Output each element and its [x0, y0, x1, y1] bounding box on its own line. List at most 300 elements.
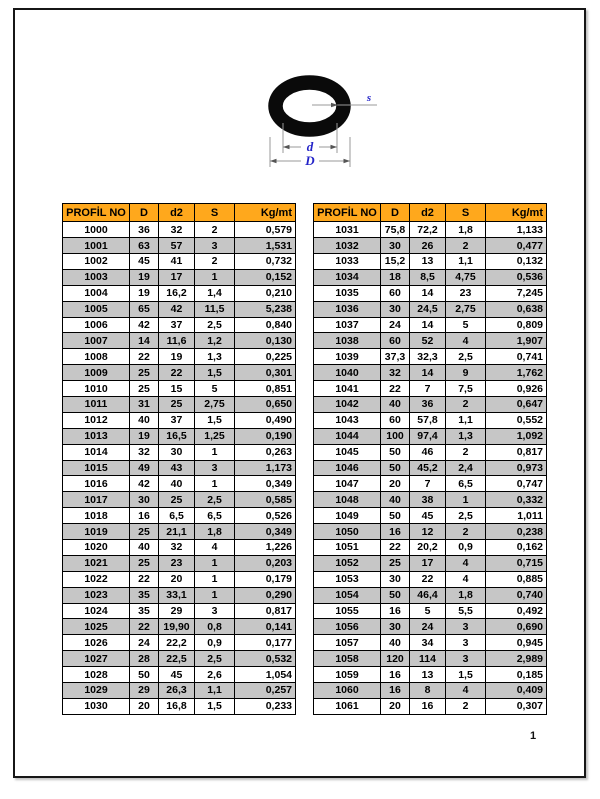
table-row	[63, 301, 295, 317]
table-cell: 19	[158, 349, 194, 364]
table-cell: 1	[194, 445, 234, 460]
table-cell: 1034	[335, 271, 359, 284]
table-row	[63, 634, 295, 650]
table-cell: 20	[129, 699, 158, 714]
table-cell: 4	[445, 333, 485, 348]
table-cell: 63	[129, 238, 158, 253]
table-cell: 0,9	[194, 635, 234, 650]
table-cell: 1061	[335, 700, 359, 713]
table-row	[63, 475, 295, 491]
table-cell: 15	[158, 381, 194, 396]
table-cell: 1,173	[234, 461, 295, 476]
table-cell: 37	[158, 413, 194, 428]
table-cell: 2	[445, 238, 485, 253]
table-row	[314, 571, 546, 587]
table-row	[314, 285, 546, 301]
table-cell: 24	[409, 619, 445, 634]
table-cell: 1,1	[445, 413, 485, 428]
table-cell: 0,885	[485, 572, 546, 587]
table-row	[63, 317, 295, 333]
table-cell: 0,945	[485, 635, 546, 650]
table-cell: 46	[409, 445, 445, 460]
table-cell: 0,332	[485, 492, 546, 507]
table-cell: 50	[380, 461, 409, 476]
table-cell: 7,5	[445, 381, 485, 396]
d-arrow-right-icon	[331, 145, 338, 149]
table-cell: 0,536	[485, 270, 546, 285]
table-cell: 0,162	[485, 540, 546, 555]
table-cell: 40	[129, 540, 158, 555]
table-cell: 1028	[84, 668, 108, 681]
table-cell: 24,5	[409, 302, 445, 317]
table-row	[63, 491, 295, 507]
table-row	[314, 587, 546, 603]
table-cell: 0,349	[234, 524, 295, 539]
table-cell: 0,185	[485, 667, 546, 682]
table-cell: 1	[194, 572, 234, 587]
table-row	[63, 237, 295, 253]
table-cell: 42	[129, 318, 158, 333]
table-cell: 35	[129, 604, 158, 619]
table-cell: 1	[194, 556, 234, 571]
table-cell: 1051	[335, 541, 359, 554]
table-cell: 1002	[84, 255, 108, 268]
table-cell: 28	[129, 651, 158, 666]
table-cell: 1038	[335, 334, 359, 347]
table-cell: 5	[194, 381, 234, 396]
table-cell: 1059	[335, 668, 359, 681]
table-cell: 0,301	[234, 365, 295, 380]
table-cell: 43	[158, 461, 194, 476]
table-cell: 14	[129, 333, 158, 348]
table-cell: 0,257	[234, 683, 295, 698]
table-cell: 72,2	[409, 222, 445, 237]
table-row	[314, 412, 546, 428]
table-cell: 1014	[84, 446, 108, 459]
table-row	[314, 475, 546, 491]
table-row	[314, 523, 546, 539]
table-cell: 30	[380, 302, 409, 317]
table-cell: 0,9	[445, 540, 485, 555]
table-cell: 0,851	[234, 381, 295, 396]
table-cell: 0,263	[234, 445, 295, 460]
table-cell: 1055	[335, 605, 359, 617]
table-cell: 1027	[84, 652, 108, 665]
table-cell: 50	[129, 667, 158, 682]
table-row	[314, 380, 546, 396]
table-cell: 25	[129, 556, 158, 571]
table-cell: 0,490	[234, 413, 295, 428]
table-row	[63, 571, 295, 587]
table-cell: 49	[129, 461, 158, 476]
table-cell: 2,5	[194, 318, 234, 333]
table-cell: 4,75	[445, 270, 485, 285]
table-cell: 30	[158, 445, 194, 460]
table-cell: 8,5	[409, 270, 445, 285]
table-cell: 1003	[84, 271, 108, 284]
table-row	[314, 364, 546, 380]
table-cell: 20	[158, 572, 194, 587]
table-cell: 1007	[84, 334, 108, 347]
table-row	[63, 380, 295, 396]
table-row	[63, 698, 295, 714]
table-cell: 0,130	[234, 333, 295, 348]
d-arrow-left-icon	[283, 145, 290, 149]
table-cell: 30	[380, 572, 409, 587]
table-cell: 38	[409, 492, 445, 507]
table-cell: 1018	[84, 509, 108, 522]
table-row	[63, 618, 295, 634]
column-header: S	[194, 204, 234, 221]
profile-table-left	[62, 203, 296, 715]
table-cell: 1010	[84, 382, 108, 395]
table-cell: 2,5	[194, 492, 234, 507]
table-cell: 3	[194, 461, 234, 476]
table-cell: 0,477	[485, 238, 546, 253]
table-cell: 1,25	[194, 429, 234, 444]
table-cell: 0,141	[234, 619, 295, 634]
table-cell: 97,4	[409, 429, 445, 444]
table-row	[314, 237, 546, 253]
table-row	[314, 221, 546, 237]
table-cell: 2	[194, 254, 234, 269]
table-cell: 0,190	[234, 429, 295, 444]
table-cell: 1022	[84, 573, 108, 586]
table-cell: 16	[409, 699, 445, 714]
table-cell: 1009	[84, 366, 108, 379]
table-row	[63, 285, 295, 301]
table-cell: 1047	[335, 477, 359, 490]
table-cell: 3	[194, 238, 234, 253]
table-cell: 1004	[84, 287, 108, 300]
table-cell: 1030	[84, 700, 108, 713]
table-cell: 7	[409, 381, 445, 396]
table-cell: 0,8	[194, 619, 234, 634]
table-cell: 22	[129, 572, 158, 587]
table-cell: 8	[409, 683, 445, 698]
table-cell: 37	[158, 318, 194, 333]
table-cell: 22	[380, 540, 409, 555]
table-row	[63, 682, 295, 698]
table-cell: 0,715	[485, 556, 546, 571]
table-cell: 0,926	[485, 381, 546, 396]
table-row	[314, 539, 546, 555]
table-cell: 25	[380, 556, 409, 571]
table-cell: 0,203	[234, 556, 295, 571]
table-cell: 1042	[335, 398, 359, 411]
table-cell: 1000	[84, 223, 108, 236]
profile-table-right	[313, 203, 547, 715]
table-row	[63, 460, 295, 476]
column-header: Kg/mt	[485, 204, 546, 221]
table-row	[63, 428, 295, 444]
table-cell: 4	[445, 683, 485, 698]
table-cell: 2,5	[194, 651, 234, 666]
table-cell: 0,132	[485, 254, 546, 269]
table-cell: 25	[129, 381, 158, 396]
table-cell: 0,650	[234, 397, 295, 412]
table-cell: 30	[380, 238, 409, 253]
table-row	[63, 221, 295, 237]
table-cell: 2,4	[445, 461, 485, 476]
table-row	[63, 539, 295, 555]
table-cell: 75,8	[380, 222, 409, 237]
table-cell: 0,492	[485, 604, 546, 619]
table-cell: 1	[445, 492, 485, 507]
table-row	[314, 269, 546, 285]
table-cell: 1017	[84, 493, 108, 506]
table-cell: 16,8	[158, 699, 194, 714]
table-cell: 3	[445, 619, 485, 634]
table-cell: 32	[158, 540, 194, 555]
table-cell: 17	[158, 270, 194, 285]
page-number: 1	[529, 730, 537, 742]
table-cell: 33,1	[158, 588, 194, 603]
table-cell: 0,740	[485, 588, 546, 603]
table-cell: 100	[380, 429, 409, 444]
table-cell: 3	[194, 604, 234, 619]
table-cell: 0,238	[485, 524, 546, 539]
table-row	[314, 507, 546, 523]
table-cell: 0,840	[234, 318, 295, 333]
table-cell: 20	[380, 476, 409, 491]
table-cell: 1,133	[485, 222, 546, 237]
table-cell: 50	[380, 588, 409, 603]
table-cell: 16	[129, 508, 158, 523]
table-row	[63, 348, 295, 364]
column-header: D	[380, 204, 409, 221]
table-cell: 2,75	[445, 302, 485, 317]
table-cell: 30	[129, 492, 158, 507]
table-cell: 0,732	[234, 254, 295, 269]
table-cell: 1	[194, 476, 234, 491]
table-cell: 45	[129, 254, 158, 269]
table-cell: 2	[194, 222, 234, 237]
table-cell: 1025	[84, 620, 108, 633]
table-cell: 6,5	[158, 508, 194, 523]
table-cell: 120	[380, 651, 409, 666]
table-cell: 11,5	[194, 302, 234, 317]
table-cell: 16,2	[158, 286, 194, 301]
table-cell: 32	[129, 445, 158, 460]
table-cell: 2,6	[194, 667, 234, 682]
table-row	[63, 364, 295, 380]
table-cell: 1043	[335, 414, 359, 427]
D-arrow-right-icon	[344, 159, 351, 163]
table-cell: 1016	[84, 477, 108, 490]
table-cell: 52	[409, 333, 445, 348]
table-cell: 42	[129, 476, 158, 491]
table-cell: 22	[129, 619, 158, 634]
table-cell: 22	[158, 365, 194, 380]
table-row	[63, 523, 295, 539]
table-cell: 26,3	[158, 683, 194, 698]
table-cell: 1,1	[194, 683, 234, 698]
table-cell: 1,531	[234, 238, 295, 253]
table-cell: 1,226	[234, 540, 295, 555]
table-row	[314, 650, 546, 666]
table-cell: 16	[380, 683, 409, 698]
table-cell: 0,690	[485, 619, 546, 634]
table-row	[63, 253, 295, 269]
table-cell: 46,4	[409, 588, 445, 603]
table-cell: 15,2	[380, 254, 409, 269]
table-cell: 0,747	[485, 476, 546, 491]
table-cell: 1029	[84, 684, 108, 697]
table-cell: 1048	[335, 493, 359, 506]
table-row	[63, 650, 295, 666]
table-cell: 22	[409, 572, 445, 587]
table-cell: 9	[445, 365, 485, 380]
table-cell: 25	[129, 524, 158, 539]
table-cell: 29	[158, 604, 194, 619]
table-cell: 18	[380, 270, 409, 285]
table-cell: 40	[158, 476, 194, 491]
table-row	[314, 603, 546, 619]
table-cell: 1023	[84, 589, 108, 602]
table-cell: 0,647	[485, 397, 546, 412]
table-cell: 50	[380, 445, 409, 460]
table-row	[63, 412, 295, 428]
table-cell: 24	[380, 318, 409, 333]
table-cell: 29	[129, 683, 158, 698]
table-cell: 1006	[84, 318, 108, 331]
table-cell: 0,532	[234, 651, 295, 666]
table-cell: 1035	[335, 287, 359, 300]
table-cell: 1037	[335, 318, 359, 331]
table-cell: 1,8	[445, 588, 485, 603]
table-cell: 6,5	[194, 508, 234, 523]
table-cell: 45	[158, 667, 194, 682]
column-header: Kg/mt	[234, 204, 295, 221]
inner-diameter-label: d	[306, 139, 314, 154]
table-cell: 0,579	[234, 222, 295, 237]
table-cell: 0,210	[234, 286, 295, 301]
table-cell: 1001	[84, 239, 108, 252]
table-cell: 7	[409, 476, 445, 491]
table-cell: 40	[380, 397, 409, 412]
table-cell: 1024	[84, 605, 108, 617]
table-cell: 13	[409, 667, 445, 682]
table-cell: 5	[409, 604, 445, 619]
table-cell: 0,585	[234, 492, 295, 507]
table-cell: 40	[380, 492, 409, 507]
table-cell: 5,5	[445, 604, 485, 619]
table-cell: 23	[158, 556, 194, 571]
column-header: PROFİL NO	[66, 206, 126, 219]
table-cell: 1,5	[445, 667, 485, 682]
table-cell: 4	[445, 572, 485, 587]
table-cell: 2,5	[445, 508, 485, 523]
table-row	[314, 618, 546, 634]
table-cell: 1052	[335, 557, 359, 570]
table-cell: 36	[129, 222, 158, 237]
table-cell: 114	[409, 651, 445, 666]
table-cell: 19	[129, 429, 158, 444]
table-cell: 7,245	[485, 286, 546, 301]
table-cell: 1046	[335, 461, 359, 474]
table-row	[314, 348, 546, 364]
table-row	[63, 396, 295, 412]
table-cell: 0,817	[485, 445, 546, 460]
column-header: S	[445, 204, 485, 221]
table-cell: 1015	[84, 461, 108, 474]
table-cell: 1056	[335, 620, 359, 633]
table-cell: 1054	[335, 589, 359, 602]
table-row	[63, 603, 295, 619]
table-row	[314, 317, 546, 333]
table-cell: 1058	[335, 652, 359, 665]
table-header-row	[63, 204, 295, 221]
table-cell: 1036	[335, 303, 359, 316]
table-cell: 57	[158, 238, 194, 253]
table-row	[314, 682, 546, 698]
table-cell: 1013	[84, 430, 108, 443]
table-cell: 5,238	[234, 302, 295, 317]
table-cell: 50	[380, 508, 409, 523]
table-cell: 0,741	[485, 349, 546, 364]
table-cell: 16	[380, 524, 409, 539]
table-cell: 1,907	[485, 333, 546, 348]
table-row	[314, 428, 546, 444]
table-cell: 1,4	[194, 286, 234, 301]
table-cell: 25	[129, 365, 158, 380]
table-cell: 30	[380, 619, 409, 634]
table-cell: 26	[409, 238, 445, 253]
column-header: D	[129, 204, 158, 221]
table-cell: 14	[409, 286, 445, 301]
table-cell: 1050	[335, 525, 359, 538]
table-cell: 1008	[84, 350, 108, 363]
table-cell: 0,552	[485, 413, 546, 428]
outer-diameter-label: D	[305, 153, 315, 168]
table-cell: 14	[409, 318, 445, 333]
table-cell: 0,225	[234, 349, 295, 364]
table-cell: 0,307	[485, 699, 546, 714]
table-cell: 35	[129, 588, 158, 603]
table-cell: 25	[158, 492, 194, 507]
table-cell: 22,5	[158, 651, 194, 666]
table-cell: 1049	[335, 509, 359, 522]
table-cell: 3	[445, 635, 485, 650]
table-cell: 1019	[84, 525, 108, 538]
table-cell: 42	[158, 302, 194, 317]
table-cell: 1,5	[194, 699, 234, 714]
table-cell: 0,233	[234, 699, 295, 714]
table-cell: 1	[194, 270, 234, 285]
table-cell: 1040	[335, 366, 359, 379]
table-row	[314, 460, 546, 476]
table-cell: 40	[380, 635, 409, 650]
table-cell: 11,6	[158, 333, 194, 348]
table-cell: 1,8	[194, 524, 234, 539]
table-cell: 0,809	[485, 318, 546, 333]
table-cell: 32	[158, 222, 194, 237]
table-cell: 12	[409, 524, 445, 539]
table-row	[314, 491, 546, 507]
table-cell: 1,1	[445, 254, 485, 269]
table-cell: 6,5	[445, 476, 485, 491]
table-cell: 1060	[335, 684, 359, 697]
table-cell: 5	[445, 318, 485, 333]
table-row	[314, 555, 546, 571]
table-cell: 60	[380, 413, 409, 428]
table-cell: 1,011	[485, 508, 546, 523]
table-cell: 2	[445, 524, 485, 539]
table-cell: 1,8	[445, 222, 485, 237]
table-cell: 0,409	[485, 683, 546, 698]
table-cell: 4	[194, 540, 234, 555]
